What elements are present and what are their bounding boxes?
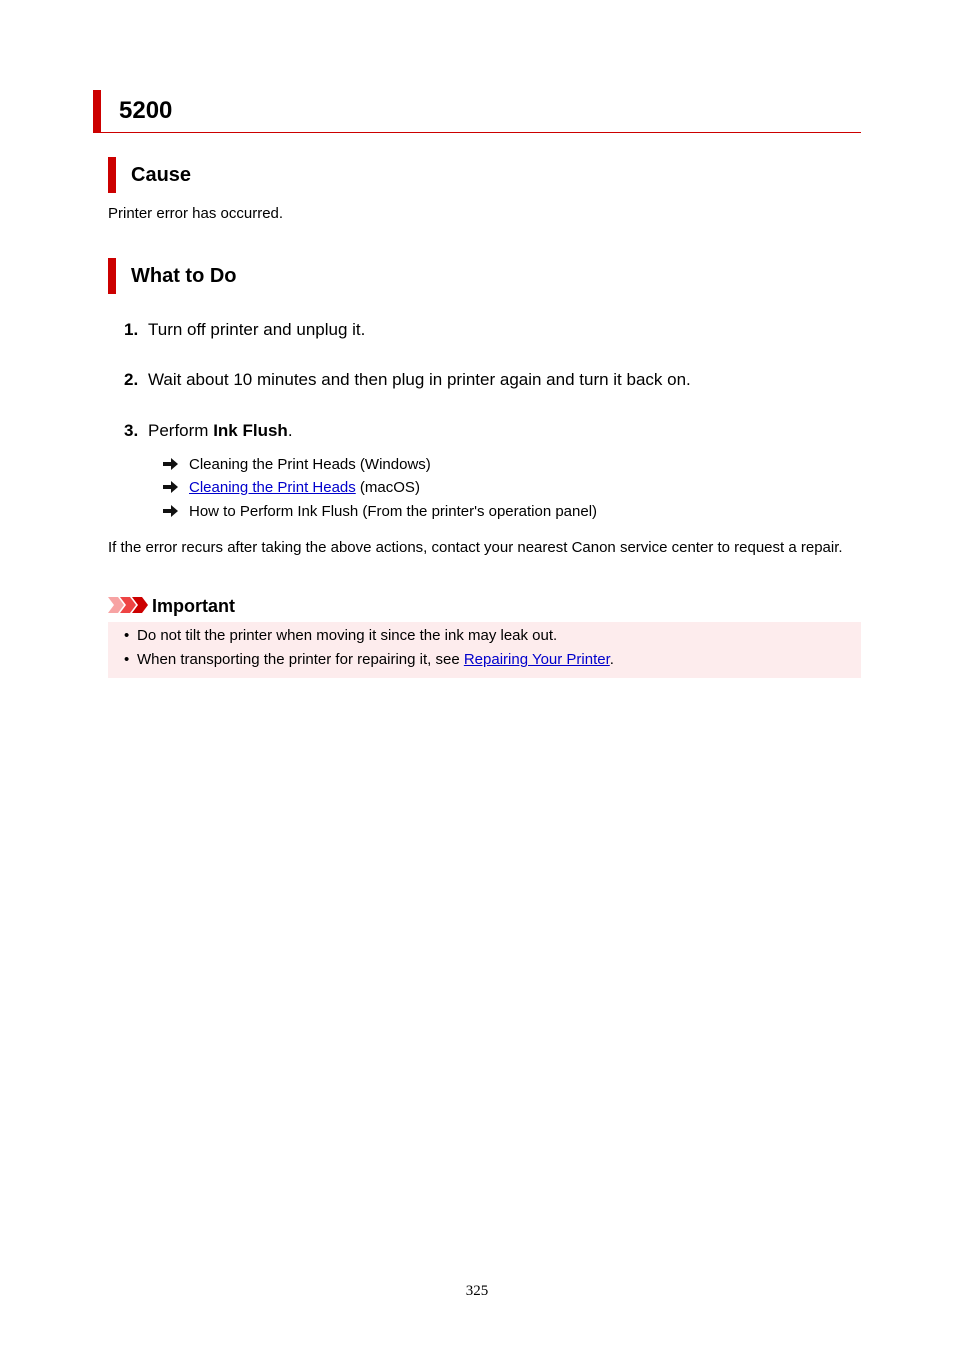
recurrence-note: If the error recurs after taking the above actions, contact your nearest Canon service center to request a repair. bbox=[108, 539, 843, 556]
arrow-right-icon bbox=[163, 458, 179, 470]
step-text: Turn off printer and unplug it. bbox=[148, 320, 366, 339]
important-chevrons-icon bbox=[108, 597, 148, 613]
step-3: 3. Perform Ink Flush. bbox=[124, 421, 293, 440]
ref-text: Cleaning the Print Heads (Windows) bbox=[189, 456, 431, 473]
arrow-right-icon bbox=[163, 505, 179, 517]
step-number: 1. bbox=[124, 320, 139, 339]
step-1 bbox=[124, 319, 365, 341]
important-item: • Do not tilt the printer when moving it since the ink may leak out. bbox=[124, 627, 558, 644]
step-2 bbox=[124, 369, 691, 391]
page-heading bbox=[93, 90, 861, 133]
step-number: 2. bbox=[124, 370, 139, 389]
important-item: • When transporting the printer for repairing it, see Repairing Your Printer. bbox=[124, 651, 614, 668]
important-box bbox=[108, 622, 861, 678]
heading-accent-bar bbox=[93, 90, 101, 133]
cause-heading-text: Cause bbox=[131, 164, 192, 186]
cleaning-print-heads-link[interactable]: Cleaning the Print Heads bbox=[189, 479, 356, 496]
important-label: Important bbox=[152, 596, 235, 616]
step-text: Wait about 10 minutes and then plug in printer again and turn it back on. bbox=[148, 370, 691, 389]
ref-ink-flush-panel bbox=[163, 502, 597, 522]
heading-accent-bar bbox=[108, 258, 116, 294]
cause-text: Printer error has occurred. bbox=[108, 205, 284, 222]
page-number: 325 bbox=[465, 1283, 489, 1299]
arrow-right-icon bbox=[163, 481, 179, 493]
heading-accent-bar bbox=[108, 157, 116, 193]
step-number: 3. bbox=[124, 421, 139, 440]
ref-cleaning-windows bbox=[163, 455, 431, 475]
bullet-icon: • bbox=[124, 627, 130, 644]
step-text: Perform bbox=[148, 421, 214, 440]
ref-text: How to Perform Ink Flush (From the printer's operation panel) bbox=[189, 503, 598, 520]
ref-cleaning-macos: Cleaning the Print Heads (macOS) bbox=[163, 478, 420, 498]
ink-flush-label: Ink Flush bbox=[213, 421, 288, 440]
repairing-your-printer-link[interactable]: Repairing Your Printer bbox=[463, 651, 610, 668]
bullet-icon: • bbox=[124, 651, 130, 668]
what-to-do-heading-text: What to Do bbox=[131, 265, 237, 287]
page-title: 5200 bbox=[119, 97, 173, 124]
